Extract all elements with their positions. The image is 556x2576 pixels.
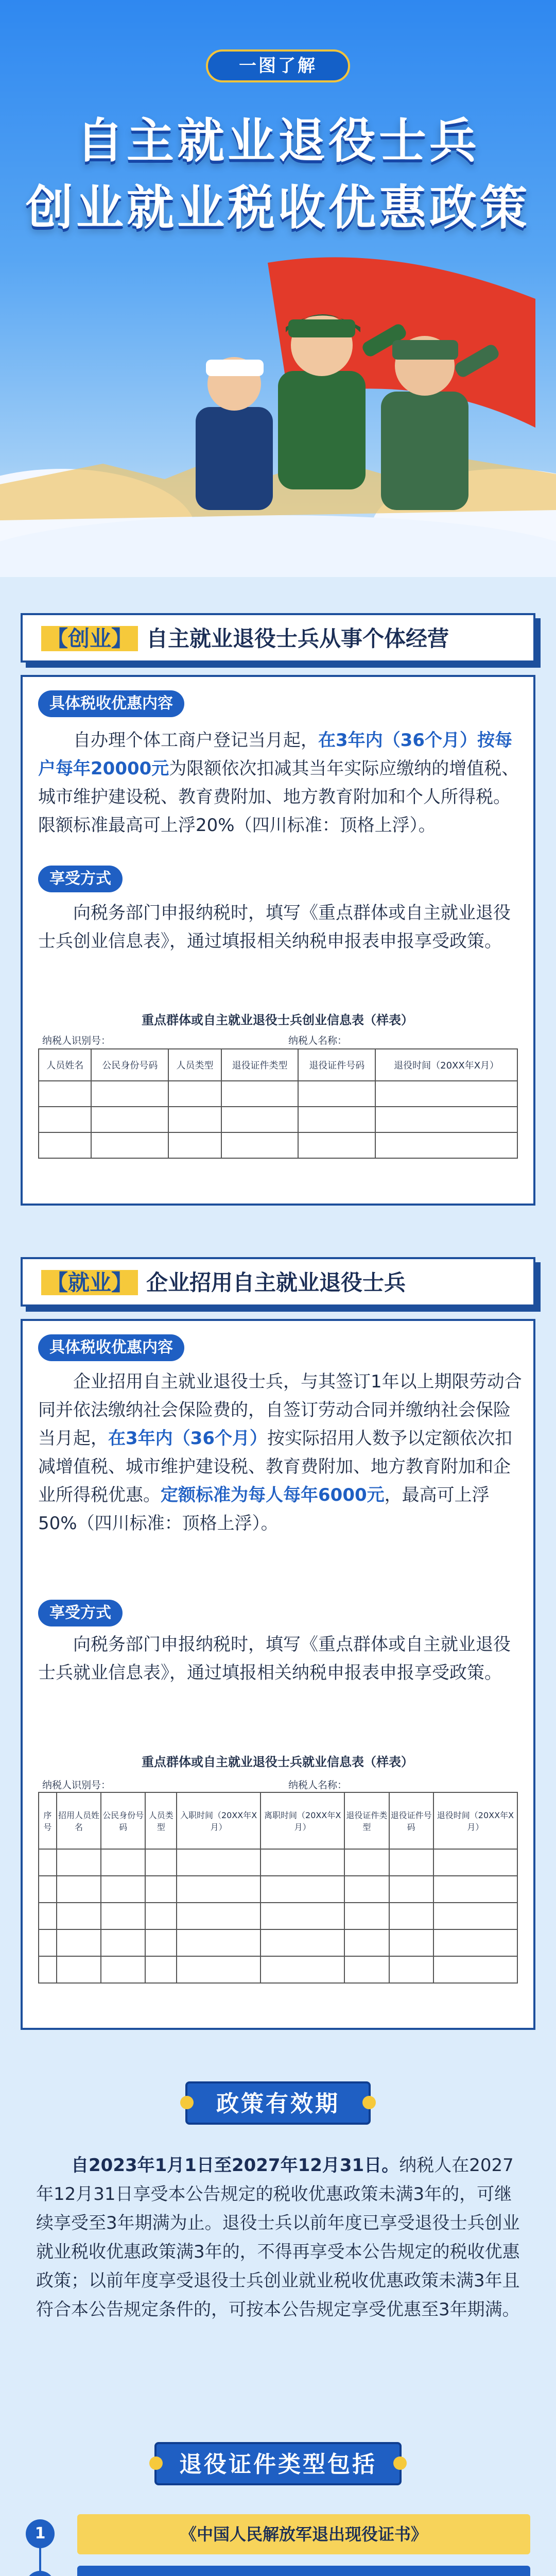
item-number [26,2571,55,2576]
certs-banner: 退役证件类型包括 [154,2442,402,2485]
soldiers-illustration [0,242,556,577]
table-header-cell: 公民身份号码 [101,1792,145,1849]
table-header-cell: 人员类型 [168,1049,221,1081]
section-title: 企业招用自主就业退役士兵 [146,1270,406,1295]
table-header-row [39,1049,517,1081]
chip-how-to-enjoy: 享受方式 [38,1600,123,1626]
table-row [39,1876,517,1903]
table-row [39,1132,517,1158]
table-row [39,1849,517,1876]
form-taxpayer-id: 纳税人识别号： [42,1780,111,1791]
chip-benefit-content: 具体税收优惠内容 [38,1334,184,1361]
table-row [39,1903,517,1929]
table-row [39,1081,517,1107]
form-title: 重点群体或自主就业退役士兵创业信息表（样表） [142,1013,413,1027]
table-header-cell: 离职时间（20XX年X月） [260,1792,344,1849]
table-header-cell: 人员姓名 [39,1049,91,1081]
table-header-cell: 入职时间（20XX年X月） [177,1792,260,1849]
table-header-cell: 退役证件号码 [389,1792,433,1849]
hero-title-line1: 自主就业退役士兵 [76,113,480,168]
cert-item [77,2566,530,2576]
table-row [39,1956,517,1983]
section-entrepreneurship-header [21,613,535,663]
table-header-cell: 序号 [39,1792,57,1849]
hero-badge: 一图了解 [206,49,350,82]
chip-how-to-enjoy: 享受方式 [38,866,123,892]
table-header-cell: 退役证件类型 [344,1792,389,1849]
validity-paragraph: 自2023年1月1日至2027年12月31日。纳税人在2027年12月31日享受本公告规定的税收优惠政策未满3年的，可继续享受至3年期满为止。退役士兵以前年度已享受退役士兵创业就业税收优惠政策满3年的，不得再享受本公告规定的税收优惠政策；以前年度享受退役士兵创业就业税收优惠政策未满3年且符合本公告规定条件的，可按本公告规定享受优惠至3年期满。 [36,2155,520,2320]
chip-benefit-content: 具体税收优惠内容 [38,690,184,717]
enjoy-paragraph: 向税务部门申报纳税时，填写《重点群体或自主就业退役士兵就业信息表》，通过填报相关纳税申报表申报享受政策。 [38,1634,511,1683]
table-header-cell: 退役证件类型 [221,1049,299,1081]
table-header-row [39,1792,517,1849]
form-taxpayer-name: 纳税人名称： [288,1035,348,1046]
section-employment-header [21,1257,535,1307]
entrepreneurship-form-table [38,1048,518,1159]
table-header-cell: 退役时间（20XX年X月） [375,1049,517,1081]
section-tag: 【创业】 [41,626,138,651]
table-header-cell: 退役时间（20XX年X月） [433,1792,517,1849]
cert-item: 《中国人民解放军退出现役证书》 [77,2514,530,2554]
table-row [39,1929,517,1956]
item-number: 1 [26,2519,55,2548]
table-header-cell: 招用人员姓名 [57,1792,101,1849]
table-header-cell: 退役证件号码 [298,1049,375,1081]
hero-banner [0,0,556,577]
benefit-paragraph: 自办理个体工商户登记当月起，在3年内（36个月）按每户每年20000元为限额依次扣减其当年实际应缴纳的增值税、城市维护建设税、教育费附加、地方教育附加和个人所得税。限额标准最高可上浮20%（四川标准：顶格上浮）。 [38,730,519,836]
employment-form-table [38,1792,518,1984]
enjoy-paragraph: 向税务部门申报纳税时，填写《重点群体或自主就业退役士兵创业信息表》，通过填报相关纳税申报表申报享受政策。 [38,903,511,952]
table-header-cell: 人员类型 [145,1792,177,1849]
hero-title-line2: 创业就业税收优惠政策 [25,180,530,235]
section-title: 自主就业退役士兵从事个体经营 [146,626,449,651]
validity-banner: 政策有效期 [185,2081,371,2125]
section-tag: 【就业】 [41,1270,138,1295]
benefit-paragraph: 企业招用自主就业退役士兵，与其签订1年以上期限劳动合同并依法缴纳社会保险费的，自签订劳动合同并缴纳社会保险当月起，在3年内（36个月）按实际招用人数予以定额依次扣减增值税、城市维护建设税、教育费附加、地方教育附加和企业所得税优惠。定额标准为每人每年6000元，最高可上浮50%（四川标准：顶格上浮）。 [38,1371,522,1534]
form-taxpayer-name: 纳税人名称： [288,1780,348,1791]
table-row [39,1107,517,1132]
table-header-cell: 公民身份号码 [91,1049,168,1081]
form-title: 重点群体或自主就业退役士兵就业信息表（样表） [142,1755,413,1769]
form-taxpayer-id: 纳税人识别号： [42,1035,111,1046]
